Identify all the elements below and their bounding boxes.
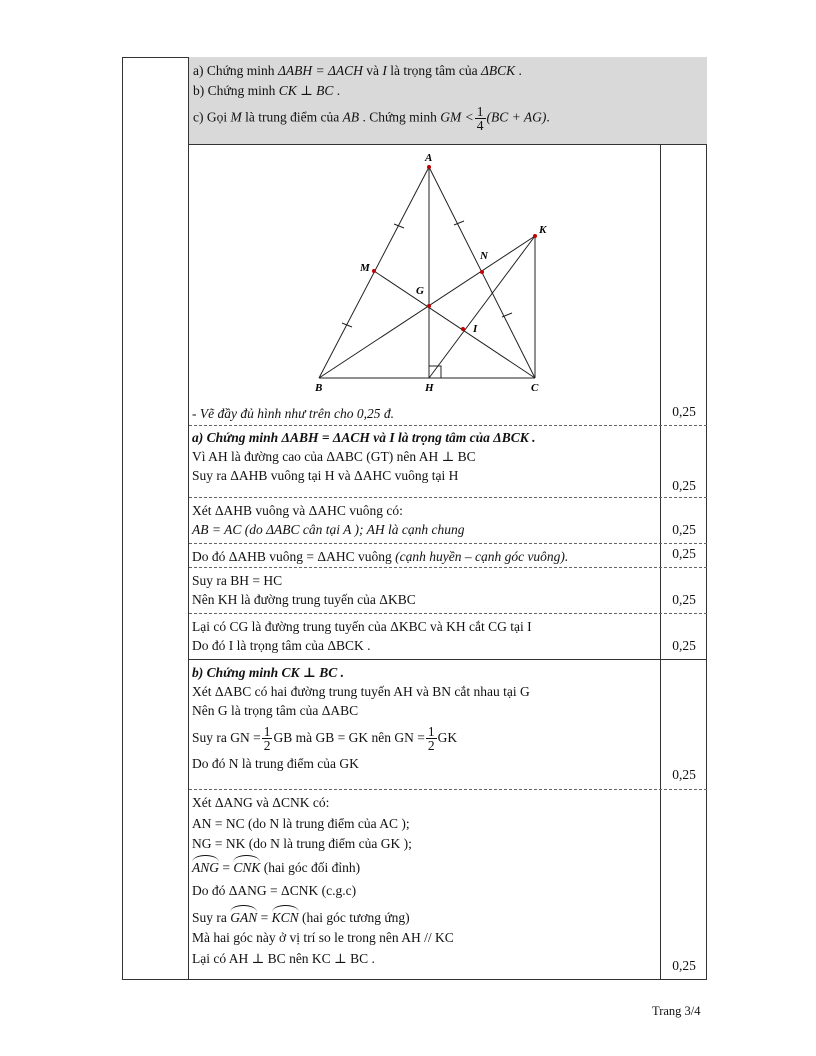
statement-c: c) Gọi M là trung điểm của AB . Chứng minh GM < $\frac{1}{4}$ (BC + AG). (193, 104, 550, 133)
part-b-proof: Xét ΔANG và ΔCNK có: AN = NC (do N là trung điểm của AC ); NG = NK (do N là trung điểm của GK ); ANG = CNK (hai góc đối đỉnh) Do đó ΔANG = ΔCNK (c.g.c) Suy ra GAN = KCN (hai góc tương ứng) Mà hai góc này ở vị trí so le trong nên AH // KC Lại có AH ⊥ BC nên KC ⊥ BC . (192, 795, 454, 966)
score-row: 0,25 (672, 767, 696, 782)
label-B: B (315, 382, 323, 394)
score-row: 0,25 (672, 522, 696, 537)
score-column-divider (660, 145, 661, 980)
label-I: I (473, 323, 478, 335)
score-row: 0,25 (672, 478, 696, 493)
part-a-compare: Xét ΔAHB vuông và ΔAHC vuông có: AB = AC (do ΔABC cân tại A ); AH là cạnh chung (192, 503, 465, 537)
label-G: G (416, 285, 424, 297)
left-column (122, 57, 189, 980)
segment-CM (374, 271, 535, 378)
part-a-centroid: Lại có CG là đường trung tuyến của ΔKBC và KH cắt CG tại I Do đó I là trọng tâm của ΔBCK . (192, 619, 532, 653)
row-separator (189, 497, 707, 498)
label-H: H (425, 382, 434, 394)
label-K: K (539, 224, 547, 236)
score-figure: 0,25 (672, 404, 696, 419)
statement-b: b) Chứng minh CK ⊥ BC . (193, 83, 341, 98)
score-row: 0,25 (672, 958, 696, 973)
label-N: N (480, 250, 488, 262)
label-A: A (425, 152, 433, 164)
problem-statement (189, 57, 707, 145)
figure-note: - Vẽ đầy đủ hình như trên cho 0,25 đ. (192, 406, 394, 421)
label-C: C (531, 382, 539, 394)
score-row: 0,25 (672, 592, 696, 607)
row-separator (189, 659, 707, 660)
statement-a: a) Chứng minh ΔABH = ΔACH và I là trọng tâm của ΔBCK . (193, 63, 522, 78)
geometry-figure (189, 145, 660, 405)
fraction: $\frac{1}{4}$ (476, 104, 484, 133)
part-a-intro: a) Chứng minh ΔABH = ΔACH và I là trọng tâm của ΔBCK . Vì AH là đường cao của ΔABC (GT) nên AH ⊥ BC Suy ra ΔAHB vuông tại H và ΔAHC vuông tại H (192, 430, 536, 483)
row-separator (189, 543, 707, 544)
row-separator (189, 789, 707, 790)
page-number: Trang 3/4 (652, 1004, 701, 1018)
score-row: 0,25 (672, 546, 696, 561)
part-a-congruent: Do đó ΔAHB vuông = ΔAHC vuông (cạnh huyền – cạnh góc vuông). (192, 549, 569, 564)
part-b-intro: b) Chứng minh CK ⊥ BC . Xét ΔABC có hai đường trung tuyến AH và BN cắt nhau tại G Nên G là trọng tâm của ΔABC Suy ra GN = $\frac{1}{2}$ GB mà GB = GK nên GN = $\frac{1}{2}$ GK Do đó N là trung điểm của GK (192, 665, 530, 772)
score-row: 0,25 (672, 638, 696, 653)
row-separator (189, 613, 707, 614)
part-a-median: Suy ra BH = HC Nên KH là đường trung tuyến của ΔKBC (192, 573, 416, 607)
row-separator (189, 567, 707, 568)
label-M: M (360, 262, 370, 274)
